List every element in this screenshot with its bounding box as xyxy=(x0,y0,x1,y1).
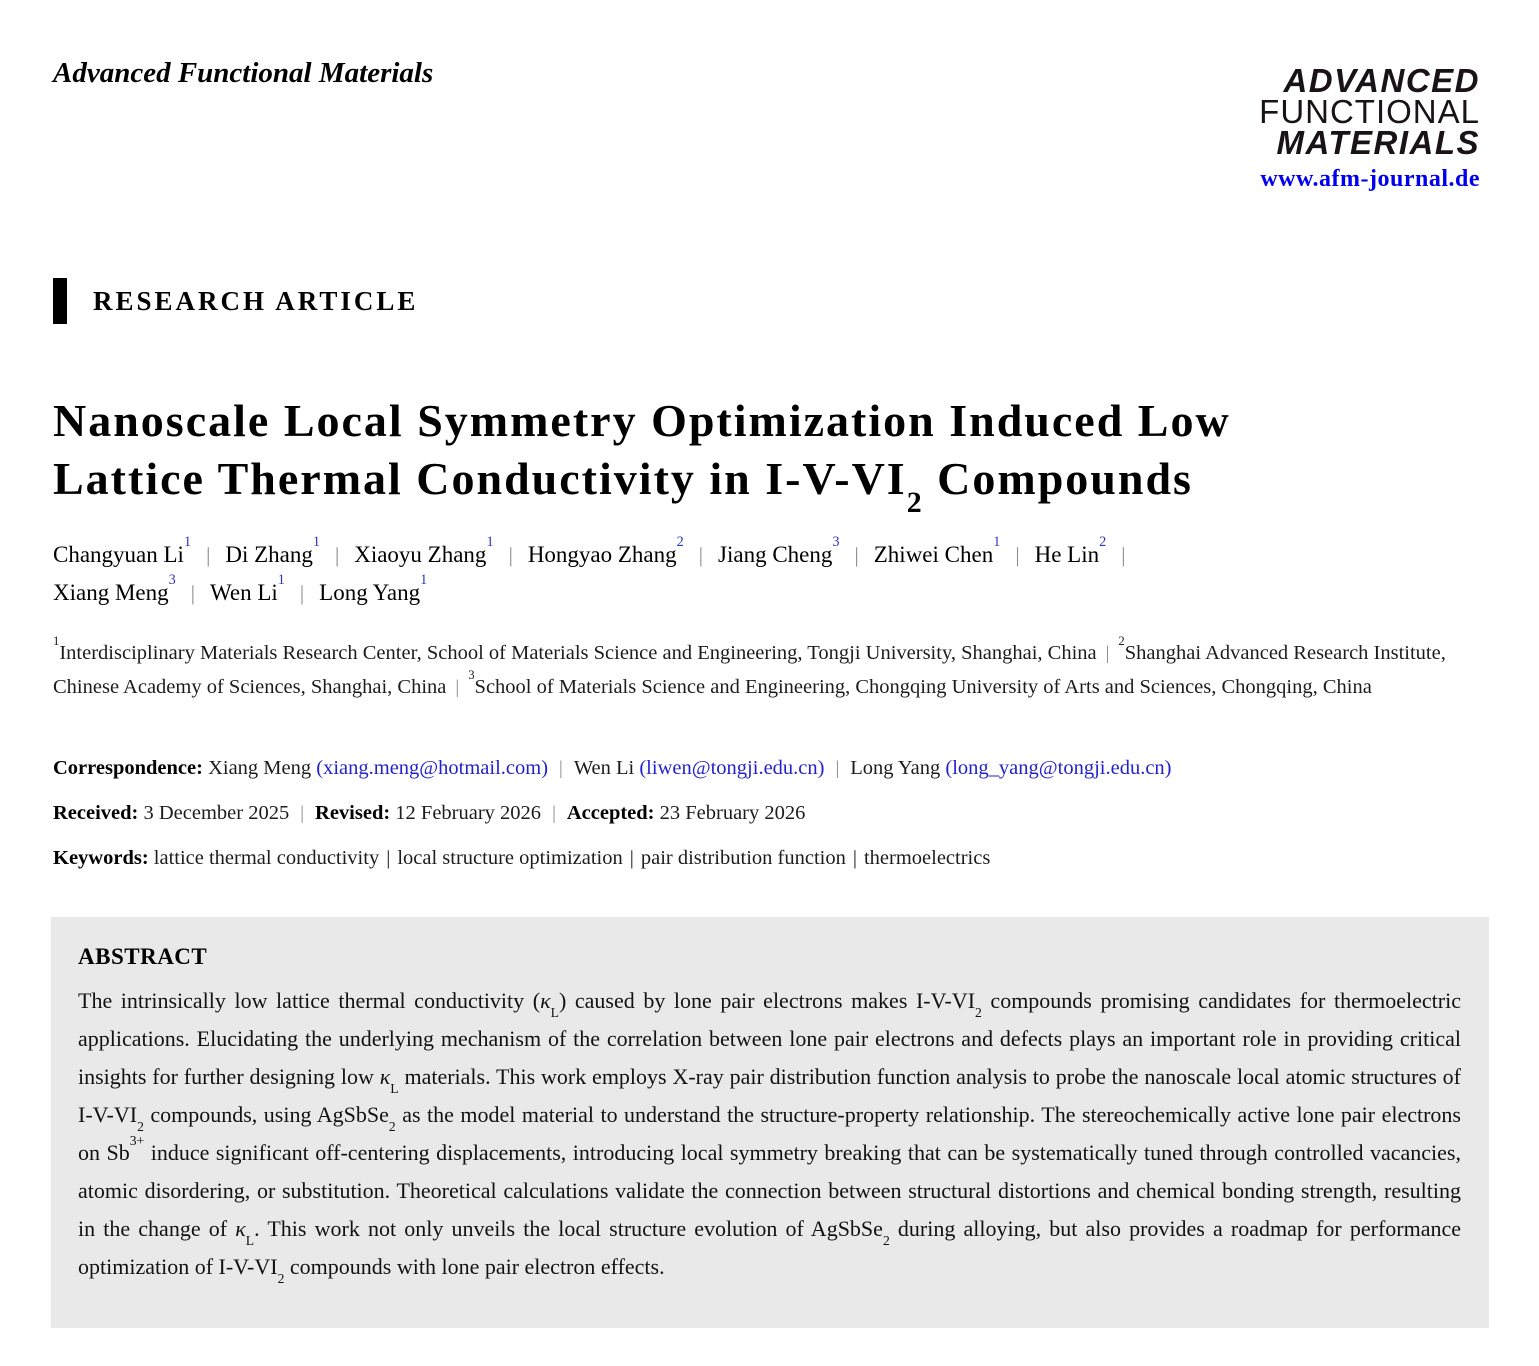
email-link[interactable]: (xiang.meng@hotmail.com) xyxy=(316,757,549,779)
article-title-line2: Lattice Thermal Conductivity in $I-V-VI_2$ Compounds xyxy=(53,453,1193,519)
author-separator: | xyxy=(1121,543,1126,567)
date-item xyxy=(315,802,541,824)
correspondence-separator: | xyxy=(559,758,563,779)
logo-line-materials: MATERIALS xyxy=(1276,124,1480,161)
author-separator: | xyxy=(698,543,704,567)
date-label: Revised: xyxy=(315,802,391,824)
affiliation: $^2$Shanghai Advanced Research Institute, Chinese Academy of Sciences, Shanghai, China xyxy=(53,634,1446,698)
author-list xyxy=(53,536,1513,612)
author-affiliation-superscript: 3 xyxy=(168,572,176,589)
correspondence-separator: | xyxy=(835,758,840,779)
author-separator: | xyxy=(508,543,513,567)
logo-line-advanced: ADVANCED xyxy=(1283,62,1480,99)
abstract-box xyxy=(51,917,1489,1328)
affiliation: $^1$Interdisciplinary Materials Research Center, School of Materials Science and Engineering, Tongji University, Shanghai, China xyxy=(53,634,1097,664)
article-type-bar xyxy=(53,278,67,324)
author-separator: | xyxy=(190,581,195,605)
article-title-line1: Nanoscale Local Symmetry Optimization Induced Low xyxy=(53,395,1231,446)
author-row-2 xyxy=(53,574,1513,612)
author: Wen Li$^1$ xyxy=(210,572,285,605)
keyword-separator: | xyxy=(852,847,857,869)
journal-name: Advanced Functional Materials xyxy=(53,57,434,89)
date-separator: | xyxy=(300,803,305,824)
author: Di Zhang$^1$ xyxy=(225,534,320,567)
affiliations xyxy=(53,634,1490,704)
author: He Lin$^2$ xyxy=(1034,534,1107,567)
correspondence-label: Correspondence: xyxy=(53,757,203,779)
author-separator: | xyxy=(854,543,859,567)
abstract-heading: ABSTRACT xyxy=(78,944,208,969)
author: Changyuan Li$^1$ xyxy=(53,534,192,567)
date-item xyxy=(53,802,289,824)
author: Hongyao Zhang$^2$ xyxy=(527,534,684,567)
keywords-line xyxy=(53,847,1490,870)
journal-website-link[interactable]: www.afm-journal.de xyxy=(1260,166,1480,192)
date-label: Received: xyxy=(53,802,139,824)
email-link[interactable]: (long_yang@tongji.edu.cn) xyxy=(945,757,1172,779)
date-label: Accepted: xyxy=(566,802,655,824)
date-item xyxy=(567,802,806,824)
author-affiliation-superscript: 1 xyxy=(183,534,192,551)
affiliation: $^3$School of Materials Science and Engineering, Chongqing University of Arts and Sciences, Chongqing, China xyxy=(468,667,1372,698)
date-value: 23 February 2026 xyxy=(659,802,806,824)
author: Xiang Meng$^3$ xyxy=(53,572,176,605)
correspondence-line xyxy=(53,757,1490,780)
history-dates-line xyxy=(53,802,1490,825)
abstract-body: The intrinsically low lattice thermal conductivity $(\kappa_L)$ caused by lone pair electrons makes $I-V-VI_2$ compounds promising candidates for thermoelectric applications. Elucidating the underlying mechanism of the correlation between lone pair electrons and defects plays an important role in providing critical insights for further designing low $\kappa_L$ materials. This work employs X-ray pair distribution function analysis to probe the nanoscale local atomic structures of $I-V-VI_2$ compounds, using AgSbSe$_2$ as the model material to understand the structure-property relationship. The stereochemically active lone pair electrons on $Sb^{3+}$ induce significant off-centering displacements, introducing local symmetry breaking that can be systematically tuned through controlled vacancies, atomic disordering, or substitution. Theoretical calculations validate the connection between structural distortions and chemical bonding strength, resulting in the change of $\kappa_L$. This work not only unveils the local structure evolution of AgSbSe$_2$ during alloying, but also provides a roadmap for performance optimization of $I-V-VI_2$ compounds with lone pair electron effects. xyxy=(78,988,1462,1287)
author-affiliation-superscript: 2 xyxy=(1099,534,1107,551)
author-separator: | xyxy=(1015,543,1020,567)
keyword-separator: | xyxy=(629,847,634,869)
author: Long Yang$^1$ xyxy=(319,572,428,605)
author: Zhiwei Chen$^1$ xyxy=(873,534,1001,567)
logo-line-functional: FUNCTIONAL xyxy=(1259,93,1480,130)
email-link[interactable]: (liwen@tongji.edu.cn) xyxy=(639,757,825,779)
correspondence-contact: Xiang Meng (xiang.meng@hotmail.com) xyxy=(208,757,549,779)
date-value: 3 December 2025 xyxy=(143,802,290,824)
keyword-separator: | xyxy=(386,847,391,869)
author-affiliation-superscript: 1 xyxy=(312,534,320,551)
keyword: pair distribution function xyxy=(640,847,846,869)
keywords-label: Keywords: xyxy=(53,847,149,869)
author-row-1 xyxy=(53,536,1513,574)
author-affiliation-superscript: 1 xyxy=(277,572,285,589)
author-separator: | xyxy=(206,543,211,567)
correspondence-contact: Wen Li (liwen@tongji.edu.cn) xyxy=(573,757,825,779)
author-separator: | xyxy=(334,543,340,567)
author-affiliation-superscript: 1 xyxy=(993,534,1001,551)
author-separator: | xyxy=(299,581,305,605)
author-affiliation-superscript: 2 xyxy=(676,534,684,551)
date-value: 12 February 2026 xyxy=(395,802,542,824)
author-affiliation-superscript: 1 xyxy=(486,534,494,551)
keyword: thermoelectrics xyxy=(863,847,991,869)
author: Xiaoyu Zhang$^1$ xyxy=(354,534,494,567)
affiliation-separator: | xyxy=(455,676,460,698)
author: Jiang Cheng$^3$ xyxy=(718,534,840,567)
author-affiliation-superscript: 3 xyxy=(832,534,840,551)
article-type-label: RESEARCH ARTICLE xyxy=(93,285,419,316)
date-separator: | xyxy=(552,803,556,824)
affiliation-separator: | xyxy=(1105,643,1110,664)
article-type-banner xyxy=(53,278,418,324)
keyword: lattice thermal conductivity xyxy=(153,847,380,869)
journal-logo xyxy=(1259,64,1480,191)
correspondence-contact: Long Yang (long_yang@tongji.edu.cn) xyxy=(850,757,1172,779)
author-affiliation-superscript: 1 xyxy=(420,572,428,589)
keyword: local structure optimization xyxy=(397,847,623,869)
article-title xyxy=(53,392,1490,519)
